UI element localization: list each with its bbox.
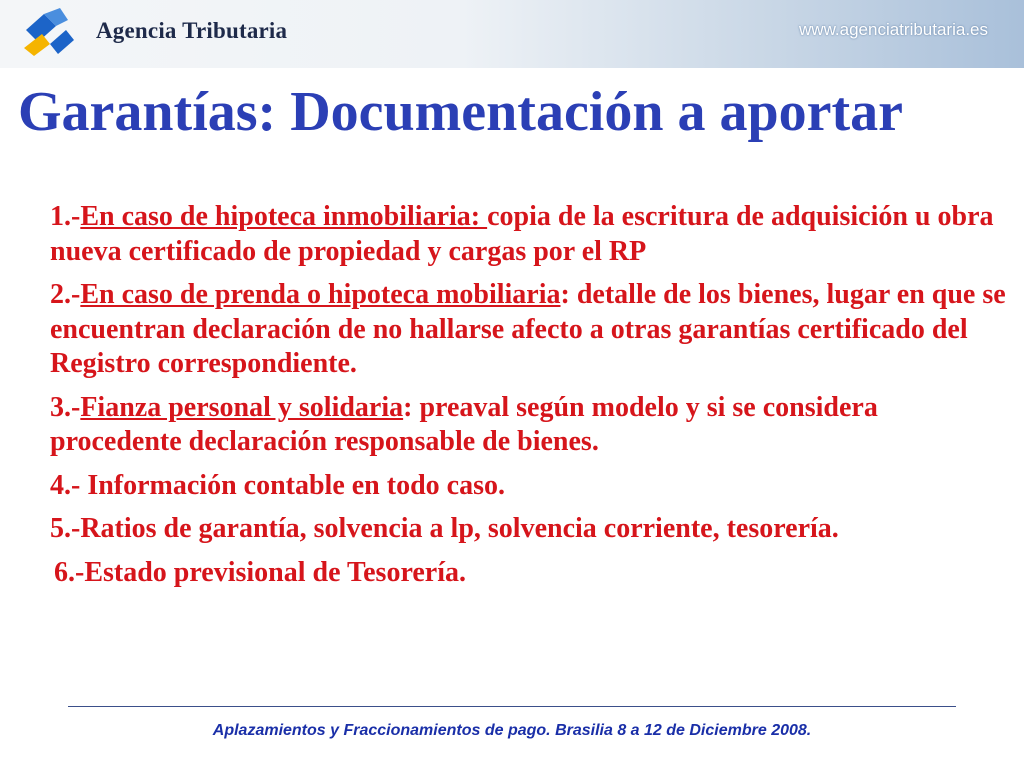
list-item <box>50 512 1016 547</box>
list-item <box>50 278 1016 382</box>
item-prefix: 6.- <box>54 556 85 588</box>
item-text: Información contable en todo caso. <box>87 469 505 501</box>
item-text: copia de la escritura de adquisición u obra nueva certificado de propiedad y cargas por el RP <box>50 201 994 267</box>
item-prefix: 3.- <box>50 391 81 423</box>
list-item <box>54 556 1016 591</box>
item-text: Ratios de garantía, solvencia a lp, solvencia corriente, tesorería. <box>80 513 839 544</box>
item-underlined: En caso de prenda o hipoteca mobiliaria <box>80 279 561 310</box>
slide-title: Garantías: Documentación a aportar <box>18 81 904 143</box>
item-underlined: En caso de hipoteca inmobiliaria: <box>80 201 488 232</box>
item-prefix: 5.- <box>50 513 81 544</box>
item-text: Estado previsional de Tesorería. <box>84 556 467 588</box>
item-underlined: Fianza personal y solidaria <box>80 391 404 423</box>
agency-name: Agencia Tributaria <box>96 18 288 43</box>
list-item <box>50 391 1016 460</box>
agencia-tributaria-logo-icon <box>20 8 82 58</box>
item-prefix: 1.- <box>50 201 81 232</box>
footer-divider <box>68 706 956 707</box>
footer-text: Aplazamientos y Fraccionamientos de pago. Brasilia 8 a 12 de Diciembre 2008. <box>212 722 812 739</box>
list-item <box>50 200 1016 269</box>
website-url[interactable]: www.agenciatributaria.es <box>799 20 988 39</box>
documentation-list <box>50 200 1016 599</box>
item-prefix: 2.- <box>50 279 81 310</box>
item-text: : preaval según modelo y si se considera procedente declaración responsable de bienes. <box>50 391 878 457</box>
header-bar <box>0 0 1024 68</box>
list-item <box>50 469 1016 504</box>
item-text: : detalle de los bienes, lugar en que se encuentran declaración de no hallarse afecto a otras garantías certificado del Registro correspondiente. <box>50 279 1006 379</box>
item-prefix: 4.- <box>50 469 88 501</box>
